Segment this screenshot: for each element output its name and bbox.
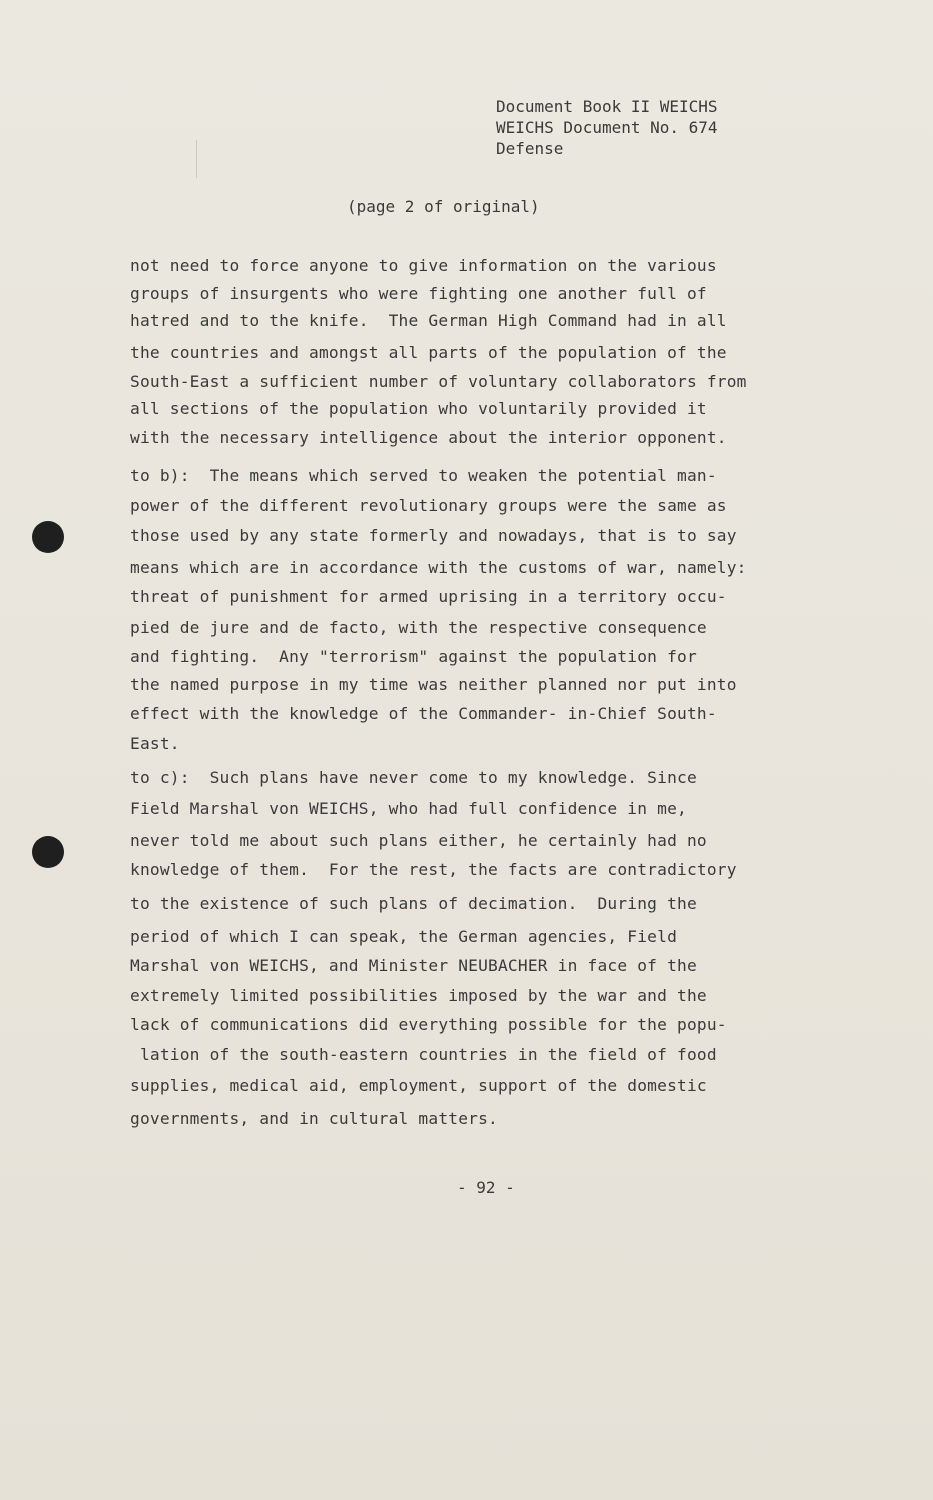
body-line: and fighting. Any "terrorism" against the population for [130,647,697,666]
body-line: not need to force anyone to give information on the various [130,256,717,275]
body-line: lack of communications did everything possible for the popu- [130,1015,727,1034]
margin-mark [196,140,197,178]
body-line: supplies, medical aid, employment, support of the domestic [130,1076,707,1095]
body-line: threat of punishment for armed uprising in a territory occu- [130,587,727,606]
body-line: to b): The means which served to weaken the potential man- [130,466,717,485]
page-of-original-note: (page 2 of original) [347,197,540,216]
body-line: lation of the south-eastern countries in the field of food [130,1045,717,1064]
body-line: those used by any state formerly and nowadays, that is to say [130,526,737,545]
body-line: groups of insurgents who were fighting one another full of [130,284,707,303]
header-defense: Defense [496,139,564,158]
punch-hole-bottom [32,836,64,868]
document-header [496,96,718,159]
body-line: with the necessary intelligence about the interior opponent. [130,428,727,447]
header-book-line: Document Book II WEICHS [496,97,718,116]
body-line: the countries and amongst all parts of the population of the [130,343,727,362]
punch-hole-top [32,521,64,553]
body-line: East. [130,734,180,753]
body-line: period of which I can speak, the German agencies, Field [130,927,678,946]
body-line: the named purpose in my time was neither planned nor put into [130,675,737,694]
body-line: all sections of the population who voluntarily provided it [130,399,707,418]
body-line: pied de jure and de facto, with the respective consequence [130,618,707,637]
body-line: power of the different revolutionary groups were the same as [130,496,727,515]
body-line: governments, and in cultural matters. [130,1109,498,1128]
body-line: hatred and to the knife. The German High Command had in all [130,311,727,330]
body-line: Field Marshal von WEICHS, who had full confidence in me, [130,799,687,818]
body-line: means which are in accordance with the customs of war, namely: [130,558,747,577]
body-line: never told me about such plans either, he certainly had no [130,831,707,850]
body-line: to c): Such plans have never come to my knowledge. Since [130,768,697,787]
body-line: extremely limited possibilities imposed by the war and the [130,986,707,1005]
page-number: - 92 - [457,1178,515,1197]
header-document-number: WEICHS Document No. 674 [496,118,718,137]
body-line: knowledge of them. For the rest, the facts are contradictory [130,860,737,879]
body-line: Marshal von WEICHS, and Minister NEUBACHER in face of the [130,956,697,975]
body-line: South-East a sufficient number of voluntary collaborators from [130,372,747,391]
body-line: effect with the knowledge of the Commander- in-Chief South- [130,704,717,723]
body-line: to the existence of such plans of decimation. During the [130,894,697,913]
